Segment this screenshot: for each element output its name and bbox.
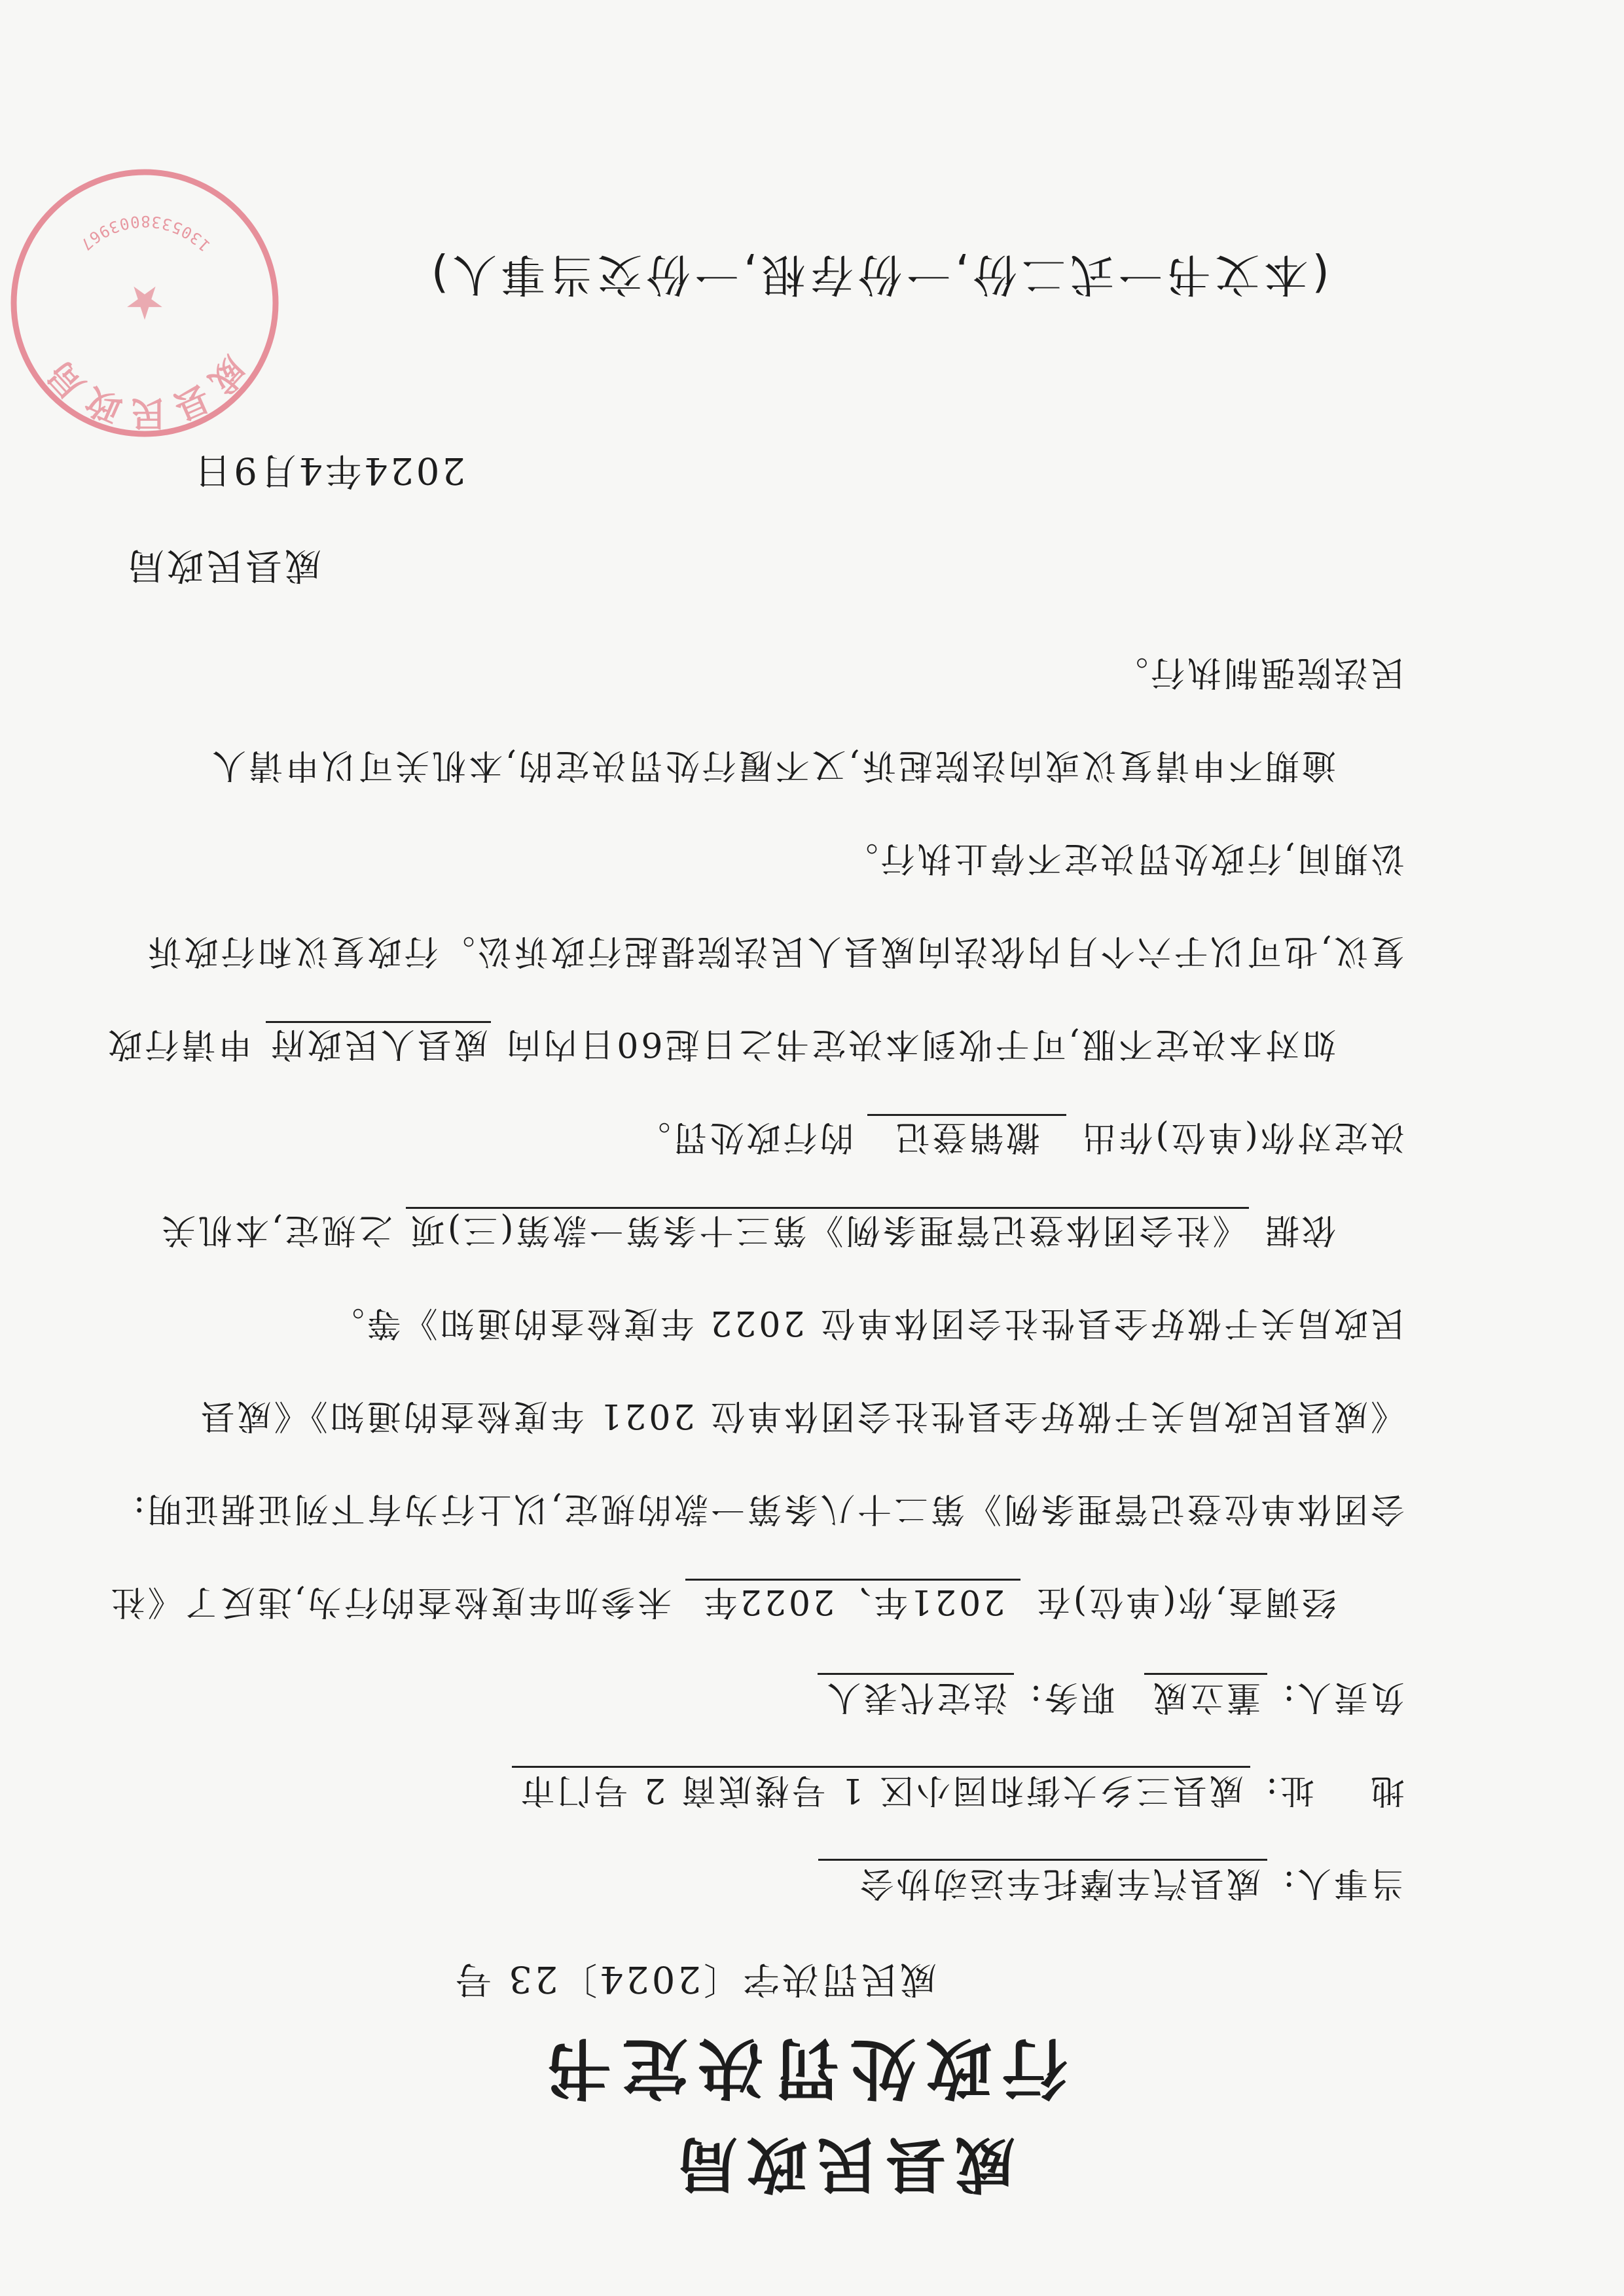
- party-label: 当事人:: [1280, 1863, 1405, 1903]
- review-authority: 威县人民政府: [266, 1021, 491, 1072]
- svg-text:★: ★: [124, 276, 166, 329]
- document-title: 行政处罚决定书: [536, 2030, 1068, 2106]
- seal-code: 1305338003967: [75, 212, 214, 255]
- svg-text:威县民政局: [36, 349, 253, 432]
- party-value: 威县汽车摩托车运动协会: [818, 1859, 1267, 1911]
- svg-text:1305338003967: [75, 212, 214, 255]
- official-seal: [0, 152, 295, 454]
- body-line-5: 依据 《社会团体登记管理条例》第三十条第一款第(三)项 之规定,本机关: [159, 1207, 1336, 1258]
- body-line-6: 决定对你(单位)作出 撤销登记 的行政处罚。: [634, 1114, 1405, 1165]
- violation-years: 2021年、2022年: [685, 1579, 1021, 1630]
- penalty: 撤销登记: [867, 1114, 1066, 1165]
- body-line-1: 经调查,你(单位)在 2021年、2022年 未参加年度检查的行为,违反了《社: [109, 1579, 1336, 1630]
- body-line-10: 逾期不申请复议或向法院起诉,又不履行处罚决定的,本机关可以申请人: [209, 745, 1336, 785]
- address-value: 威县三乡大街和园小区 1 号楼底商 2 号门市: [512, 1766, 1250, 1818]
- person-value: 董立威: [1144, 1673, 1267, 1725]
- footer-note: (本文书一式二份,一份存根,一份交当事人): [427, 248, 1329, 300]
- issue-date: 2024年4月9日: [192, 449, 465, 492]
- body-line-4: 民政局关于做好全县性社会团体单位 2022 年度检查的通知》等。: [327, 1303, 1405, 1342]
- body-line-11: 民法院强制执行。: [1111, 653, 1405, 692]
- body-line-2: 会团体单位登记管理条例》第二十八条第一款的规定,以上行为有下列证据证明:: [130, 1489, 1405, 1528]
- office-heading: 威县民政局: [668, 2129, 1015, 2199]
- legal-basis: 《社会团体登记管理条例》第三十条第一款第(三)项: [406, 1207, 1250, 1258]
- document-number: 威民罚决字〔2024〕23 号: [452, 1958, 937, 2000]
- seal-icon: [0, 152, 295, 454]
- body-line-9: 讼期间,行政处罚决定不停止执行。: [841, 838, 1405, 878]
- address-row: [512, 1766, 1405, 1818]
- issuer-signature: 威县民政局: [125, 544, 321, 586]
- body-line-8: 复议,也可以于六个月内依法向威县人民法院提起行政诉讼。行政复议和行政诉: [145, 931, 1405, 971]
- body-line-3: 《威县民政局关于做好全县性社会团体单位 2021 年度检查的通知》《威县: [198, 1396, 1405, 1435]
- address-label: 地 址:: [1263, 1770, 1405, 1810]
- position-label: 职务:: [1027, 1677, 1115, 1717]
- person-row: [818, 1673, 1405, 1725]
- seal-label: 威县民政局: [36, 348, 253, 432]
- body-line-7: 如对本决定不服,可于收到本决定书之日起60日内向 威县人民政府 申请行政: [105, 1021, 1336, 1072]
- position-value: 法定代表人: [818, 1673, 1014, 1725]
- party-row: [818, 1859, 1405, 1911]
- person-label: 负责人:: [1280, 1677, 1405, 1717]
